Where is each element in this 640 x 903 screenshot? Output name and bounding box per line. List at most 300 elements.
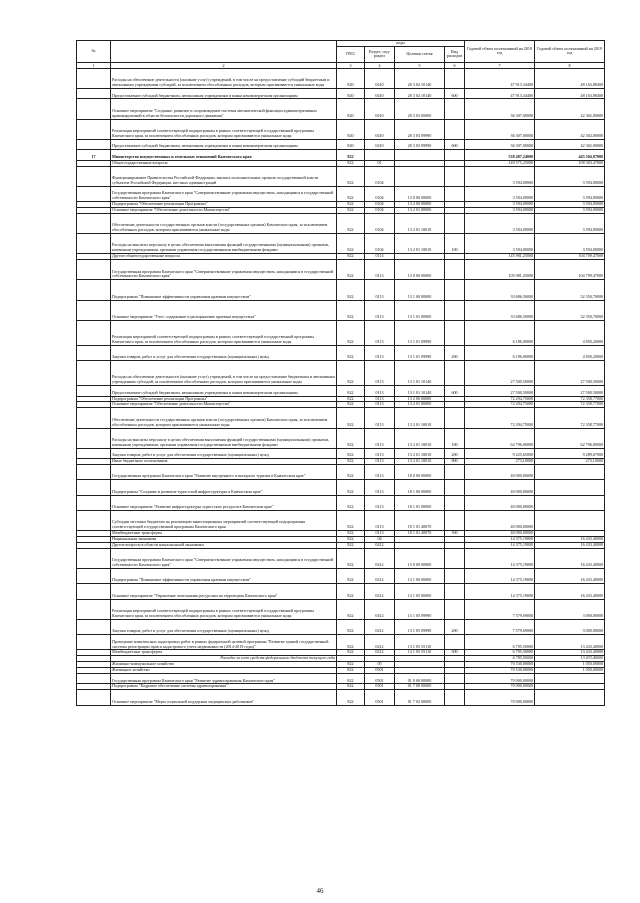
row-amount-2018: 47 913,34400: [465, 89, 535, 99]
row-section-code: 0104: [365, 186, 395, 201]
row-name: Расходы на выплаты персоналу в целях обеспечения выполнения функций государственными (муниципальными) органами, казенными учреждениями, органами управления государственными внебюджетными фондами: [111, 428, 337, 448]
row-target-article: 13 0 00 00000: [395, 548, 445, 568]
row-section-code: 0113: [365, 402, 395, 408]
column-number: 6: [445, 62, 465, 68]
row-grbs-code: 822: [337, 402, 365, 408]
row-amount-2018: 27 500,50000: [465, 386, 535, 396]
row-expense-type: 200: [445, 448, 465, 458]
row-number: [77, 119, 111, 139]
row-amount-2018: 3 594,00000: [465, 213, 535, 233]
row-target-article: 13 2 00 00000: [395, 396, 445, 402]
table-row: [77, 300, 605, 320]
row-target-article: 13 1 00 00000: [395, 569, 445, 584]
row-name: Предоставление субсидий бюджетным, автономным учреждениям и иным некоммерческим организациям: [111, 386, 337, 396]
row-target-article: [395, 150, 445, 160]
row-amount-2019: 1 050,00000: [535, 662, 605, 668]
row-grbs-code: 822: [337, 150, 365, 160]
row-target-article: 13 0 00 00000: [395, 186, 445, 201]
row-grbs-code: 822: [337, 345, 365, 360]
row-section-code: 0104: [365, 213, 395, 233]
row-number: [77, 345, 111, 360]
row-number: [77, 361, 111, 386]
row-name: Основное мероприятие "Создание, развитие и сопровождение системы автоматической фиксации административных правонарушений в области безопасности дорожного движения": [111, 99, 337, 119]
table-row: [77, 480, 605, 495]
row-expense-type: [445, 213, 465, 233]
row-number: [77, 569, 111, 584]
row-amount-2018: 47 913,34400: [465, 68, 535, 88]
row-grbs-code: 822: [337, 300, 365, 320]
row-name: Государственная программа Камчатского края "Совершенствование управления имуществом, находящимся в государственной собственности Камчатского края": [111, 548, 337, 568]
table-row: [77, 68, 605, 88]
row-section-code: [365, 150, 395, 160]
row-target-article: 18 1 01 40070: [395, 510, 445, 530]
row-section-code: 0410: [365, 89, 395, 99]
row-name: Другие общегосударственные вопросы: [111, 254, 337, 260]
table-row: [77, 89, 605, 99]
table-row: [77, 635, 605, 650]
row-section-code: 0113: [365, 396, 395, 402]
column-number: 3: [337, 62, 365, 68]
row-target-article: 13 2 01 10010: [395, 408, 445, 428]
table-row: [77, 320, 605, 345]
row-grbs-code: 822: [337, 320, 365, 345]
row-section-code: 0412: [365, 635, 395, 650]
row-section-code: 0113: [365, 254, 395, 260]
row-amount-2018: 6 186,00000: [465, 320, 535, 345]
row-section-code: 0113: [365, 408, 395, 428]
row-amount-2019: 3 594,00000: [535, 234, 605, 254]
row-expense-type: [445, 300, 465, 320]
row-target-article: 13 1 05 55110: [395, 650, 445, 656]
row-amount-2019: 42 302,00000: [535, 99, 605, 119]
row-name: Субсидии местным бюджетам на реализацию инвестиционных мероприятий соответствующей подпрограммы соответствующей государственной программы Камчатского края: [111, 510, 337, 530]
row-name: Государственная программа Камчатского края "Совершенствование управления имуществом, находящимся в государственной собственности Камчатского края": [111, 260, 337, 280]
row-grbs-code: 822: [337, 690, 365, 705]
row-name: Основное мероприятие "Обеспечение деятельности Министерства": [111, 207, 337, 213]
row-number: [77, 280, 111, 300]
row-grbs-code: 822: [337, 186, 365, 201]
row-name: Подпрограмма "Повышение эффективности управления краевым имуществом": [111, 280, 337, 300]
row-target-article: 13 1 01 09990: [395, 345, 445, 360]
row-amount-2018: 70 000,00000: [465, 690, 535, 705]
row-expense-type: [445, 635, 465, 650]
row-amount-2018: 40 000,00000: [465, 480, 535, 495]
header-expense-type: Вид расходов: [445, 46, 465, 62]
column-number: 7: [465, 62, 535, 68]
row-amount-2018: 9 225,65000: [465, 448, 535, 458]
table-row: [77, 150, 605, 160]
row-amount-2019: 9 289,67000: [535, 448, 605, 458]
row-amount-2019: 3 594,00000: [535, 166, 605, 186]
row-expense-type: [445, 495, 465, 510]
row-amount-2019: 62 796,00000: [535, 428, 605, 448]
row-target-article: 20 3 03 00000: [395, 99, 445, 119]
row-grbs-code: 822: [337, 635, 365, 650]
table-row: [77, 186, 605, 201]
row-name: Расходы на обеспечение деятельности (оказание услуг) учреждений, в том числе на предоставление субсидий бюджетным и автономным учреждениям субсидий, за исключением обособленных расходов, которым присваиваются уникальные коды: [111, 68, 337, 88]
row-target-article: 13 1 05 09990: [395, 599, 445, 619]
row-target-article: 01 7 02 00000: [395, 690, 445, 705]
row-section-code: 0410: [365, 99, 395, 119]
row-amount-2018: 3 594,00000: [465, 186, 535, 201]
row-section-code: 0113: [365, 495, 395, 510]
header-razdel: Раздел, под-раздел: [365, 46, 395, 62]
table-row: [77, 690, 605, 705]
row-number: [77, 510, 111, 530]
table-row: [77, 213, 605, 233]
row-name: Жилищно-коммунальное хозяйство: [111, 662, 337, 668]
row-expense-type: [445, 68, 465, 88]
row-name: Расходы на выплаты персоналу в целях обеспечения выполнения функций государственными (муниципальными) органами, казенными учреждениями, органами управления государственными внебюджетными фондами: [111, 234, 337, 254]
row-grbs-code: 822: [337, 537, 365, 543]
row-amount-2019: 3 594,00000: [535, 207, 605, 213]
column-number: 5: [395, 62, 445, 68]
row-target-article: 20 3 02 10140: [395, 89, 445, 99]
row-grbs-code: 822: [337, 684, 365, 690]
row-amount-2019: [535, 510, 605, 530]
row-number: [77, 619, 111, 634]
row-amount-2019: 4 850,20000: [535, 345, 605, 360]
row-target-article: 18 0 00 00000: [395, 465, 445, 480]
row-number: [77, 635, 111, 650]
header-name: [111, 41, 337, 63]
row-grbs-code: 820: [337, 68, 365, 88]
row-target-article: 13 1 05 55110: [395, 635, 445, 650]
row-amount-2019: [535, 690, 605, 705]
row-amount-2018: 40 000,00000: [465, 495, 535, 510]
row-amount-2018: 70 530,00000: [465, 662, 535, 668]
row-target-article: 13 1 01 00000: [395, 300, 445, 320]
column-number: 2: [111, 62, 337, 68]
row-number: [77, 386, 111, 396]
row-amount-2019: 13 433,40000: [535, 650, 605, 656]
row-amount-2019: 1 050,00000: [535, 668, 605, 674]
row-amount-2019: 13 433,40000: [535, 635, 605, 650]
row-target-article: 13 2 01 10010: [395, 234, 445, 254]
row-name: Государственная программа Камчатского края "Совершенствование управления имуществом, находящимся в государственной собственности Камчатского края": [111, 186, 337, 201]
table-row: [77, 139, 605, 149]
row-amount-2018: 3 594,00000: [465, 166, 535, 186]
table-row: [77, 361, 605, 386]
table-row: [77, 386, 605, 396]
row-grbs-code: 822: [337, 260, 365, 280]
table-row: [77, 674, 605, 684]
row-number: [77, 166, 111, 186]
row-target-article: 13 2 01 00000: [395, 207, 445, 213]
row-amount-2018: 33 686,50000: [465, 280, 535, 300]
row-target-article: 20 3 03 09990: [395, 119, 445, 139]
row-section-code: 0104: [365, 234, 395, 254]
row-name: Жилищное хозяйство: [111, 668, 337, 674]
row-section-code: 0113: [365, 448, 395, 458]
row-section-code: 0501: [365, 690, 395, 705]
row-section-code: 0113: [365, 260, 395, 280]
row-target-article: 13 1 01 10140: [395, 361, 445, 386]
row-number: [77, 448, 111, 458]
row-grbs-code: 822: [337, 207, 365, 213]
row-name: Реализация мероприятий соответствующей подпрограммы в рамках соответствующей государственной программы Камчатского края, за исключением обособленных расходов, которым присваиваются уникальные коды: [111, 320, 337, 345]
row-number: [77, 320, 111, 345]
row-grbs-code: 822: [337, 280, 365, 300]
budget-table: [76, 40, 605, 706]
row-grbs-code: 822: [337, 548, 365, 568]
row-amount-2018: 273,10000: [465, 459, 535, 465]
row-amount-2018: 27 500,50000: [465, 361, 535, 386]
column-number: 1: [77, 62, 111, 68]
row-amount-2019: 16 433,40000: [535, 584, 605, 599]
row-section-code: 0501: [365, 674, 395, 684]
row-amount-2018: 14 375,19000: [465, 542, 535, 548]
row-number: [77, 690, 111, 705]
row-grbs-code: 822: [337, 510, 365, 530]
row-amount-2019: 48 163,88400: [535, 68, 605, 88]
row-target-article: 20 3 02 10140: [395, 68, 445, 88]
row-amount-2018: 7 579,69000: [465, 599, 535, 619]
row-section-code: 0501: [365, 668, 395, 674]
row-grbs-code: 820: [337, 89, 365, 99]
row-expense-type: 100: [445, 428, 465, 448]
row-amount-2019: 104 709,47000: [535, 254, 605, 260]
row-grbs-code: 820: [337, 139, 365, 149]
row-name: Межбюджетные трансферты: [111, 650, 337, 656]
row-amount-2018: 72 294,75000: [465, 408, 535, 428]
row-amount-2019: 16 433,40000: [535, 569, 605, 584]
row-amount-2019: 3 594,00000: [535, 213, 605, 233]
row-amount-2019: 42 302,00000: [535, 119, 605, 139]
row-target-article: 01 0 00 00000: [395, 674, 445, 684]
row-name: Расходы за счет средств федерального бюджета текущего года: [111, 656, 337, 662]
row-number: [77, 584, 111, 599]
row-section-code: 0412: [365, 584, 395, 599]
row-grbs-code: 822: [337, 160, 365, 166]
row-amount-2018: 14 375,19000: [465, 584, 535, 599]
row-name: Предоставление субсидий бюджетным, автономным учреждениям и иным некоммерческим организациям: [111, 139, 337, 149]
row-expense-type: 600: [445, 386, 465, 396]
row-number: [77, 408, 111, 428]
table-row: [77, 599, 605, 619]
row-number: [77, 599, 111, 619]
row-amount-2018: 70 000,00000: [465, 674, 535, 684]
row-section-code: 0104: [365, 202, 395, 208]
row-grbs-code: 822: [337, 213, 365, 233]
row-amount-2019: 13 433,40000: [535, 656, 605, 662]
row-amount-2019: 3 000,00000: [535, 599, 605, 619]
row-name: Основное мероприятие "Меры социальной поддержки медицинских работников": [111, 690, 337, 705]
row-grbs-code: 822: [337, 495, 365, 510]
row-number: [77, 99, 111, 119]
row-amount-2019: 32 350,70000: [535, 280, 605, 300]
row-target-article: 13 2 01 10010: [395, 428, 445, 448]
row-section-code: 0412: [365, 542, 395, 548]
row-target-article: 13 2 01 00000: [395, 402, 445, 408]
row-section-code: 05: [365, 662, 395, 668]
row-grbs-code: 820: [337, 99, 365, 119]
row-grbs-code: 822: [337, 674, 365, 684]
row-grbs-code: 822: [337, 396, 365, 402]
row-number: [77, 495, 111, 510]
table-row: [77, 569, 605, 584]
row-expense-type: [445, 584, 465, 599]
row-expense-type: [445, 119, 465, 139]
row-expense-type: [445, 510, 465, 530]
row-amount-2018: 14 375,19000: [465, 569, 535, 584]
row-expense-type: 600: [445, 139, 465, 149]
row-amount-2019: 16 433,40000: [535, 537, 605, 543]
row-target-article: 13 2 01 10010: [395, 213, 445, 233]
row-grbs-code: 822: [337, 599, 365, 619]
row-name: Подпрограмма "Обеспечение реализации Программы": [111, 202, 337, 208]
row-amount-2019: 27 500,50000: [535, 386, 605, 396]
row-section-code: 0113: [365, 386, 395, 396]
row-section-code: 0113: [365, 361, 395, 386]
row-amount-2019: [535, 674, 605, 684]
row-section-code: 0501: [365, 684, 395, 690]
table-row: [77, 448, 605, 458]
row-grbs-code: 822: [337, 234, 365, 254]
row-target-article: 13 2 01 10010: [395, 459, 445, 465]
row-section-code: 0113: [365, 280, 395, 300]
row-name: Расходы на обеспечение деятельности (оказание услуг) учреждений, в том числе на предоставление бюджетным и автономным учреждениям субсидий, за исключением обособленных расходов, которым присваиваются уникальные коды: [111, 361, 337, 386]
row-number: [77, 213, 111, 233]
row-section-code: 0410: [365, 139, 395, 149]
row-name: Другие вопросы в области национальной экономики: [111, 542, 337, 548]
row-amount-2019: [535, 495, 605, 510]
table-row: [77, 548, 605, 568]
row-target-article: 13 1 00 00000: [395, 280, 445, 300]
row-section-code: 0412: [365, 548, 395, 568]
row-section-code: 0412: [365, 619, 395, 634]
row-grbs-code: 822: [337, 386, 365, 396]
row-grbs-code: 822: [337, 668, 365, 674]
table-row: [77, 495, 605, 510]
row-name: Государственная программа Камчатского края "Развитие внутреннего и въездного туризма в Камчатском крае": [111, 465, 337, 480]
row-amount-2018: 105 981,25000: [465, 260, 535, 280]
row-target-article: [395, 166, 445, 186]
row-target-article: 13 1 01 10140: [395, 386, 445, 396]
row-number: [77, 186, 111, 201]
column-number: 8: [535, 62, 605, 68]
row-amount-2018: 538 487,24000: [465, 150, 535, 160]
row-target-article: 13 1 05 09990: [395, 619, 445, 634]
row-expense-type: [445, 599, 465, 619]
header-year-2019: Годовой объем ассигнований на 2019 год: [535, 41, 605, 63]
row-section-code: 0113: [365, 320, 395, 345]
row-grbs-code: 822: [337, 459, 365, 465]
row-expense-type: [445, 674, 465, 684]
row-section-code: 04: [365, 537, 395, 543]
row-expense-type: 200: [445, 345, 465, 360]
header-number: №: [77, 41, 111, 63]
row-name: Основное мероприятие "Учет, содержание и распоряжение краевым имуществом": [111, 300, 337, 320]
row-section-code: 0113: [365, 480, 395, 495]
row-amount-2018: 6 795,50000: [465, 656, 535, 662]
row-name: Подпрограмма "Повышение эффективности управления краевым имуществом": [111, 569, 337, 584]
row-amount-2019: 72 358,77000: [535, 396, 605, 402]
row-expense-type: [445, 166, 465, 186]
row-name: Иные бюджетные ассигнования: [111, 459, 337, 465]
row-amount-2019: [535, 465, 605, 480]
row-amount-2018: 33 686,50000: [465, 300, 535, 320]
row-name: Обеспечение деятельности государственных органов власти (государственных органов) Камчатского края, за исключением обособленных расходов, которым присваиваются уникальные коды: [111, 213, 337, 233]
row-name: Основное мероприятие "Обеспечение деятельности Министерства": [111, 402, 337, 408]
row-amount-2018: 7 579,69000: [465, 619, 535, 634]
row-grbs-code: 822: [337, 408, 365, 428]
row-expense-type: [445, 280, 465, 300]
row-expense-type: [445, 480, 465, 495]
row-name: Национальная экономика: [111, 537, 337, 543]
row-expense-type: [445, 186, 465, 201]
table-row: [77, 510, 605, 530]
row-grbs-code: 822: [337, 480, 365, 495]
row-section-code: 0113: [365, 510, 395, 530]
row-name: Закупка товаров, работ и услуг для обеспечения государственных (муниципальных) нужд: [111, 619, 337, 634]
row-name: Основное мероприятие "Управление земельными ресурсами на территории Камчатского края": [111, 584, 337, 599]
page-number: 46: [316, 887, 324, 895]
row-grbs-code: 822: [337, 662, 365, 668]
table-row: [77, 280, 605, 300]
row-section-code: 0412: [365, 599, 395, 619]
row-target-article: 18 1 01 00000: [395, 495, 445, 510]
row-section-code: 0410: [365, 119, 395, 139]
row-expense-type: 100: [445, 234, 465, 254]
row-expense-type: 500: [445, 531, 465, 537]
row-expense-type: [445, 690, 465, 705]
row-name: Закупка товаров, работ и услуг для обеспечения государственных (муниципальных) нужд: [111, 448, 337, 458]
row-amount-2018: 72 294,75000: [465, 402, 535, 408]
row-expense-type: [445, 569, 465, 584]
row-grbs-code: 822: [337, 542, 365, 548]
row-name: Подпрограмма "Кадровое обеспечение системы здравоохранения": [111, 684, 337, 690]
row-amount-2019: 3 000,00000: [535, 619, 605, 634]
row-number: [77, 428, 111, 448]
table-row: [77, 99, 605, 119]
table-row: [77, 465, 605, 480]
row-section-code: 0113: [365, 465, 395, 480]
row-amount-2018: 70 530,00000: [465, 668, 535, 674]
row-name: Реализация мероприятий соответствующей подпрограммы в рамках соответствующей государственной программы Камчатского края, за исключением обособленных расходов, которым присваиваются уникальные коды: [111, 599, 337, 619]
row-name: Подпрограмма "Обеспечение реализации Программы": [111, 396, 337, 402]
row-expense-type: [445, 150, 465, 160]
row-amount-2019: 16 433,40000: [535, 542, 605, 548]
row-name: Общегосударственные вопросы: [111, 160, 337, 166]
row-section-code: 0113: [365, 345, 395, 360]
row-amount-2019: 104 709,47000: [535, 260, 605, 280]
row-section-code: 01: [365, 160, 395, 166]
row-name: Реализация мероприятий соответствующей подпрограммы в рамках соответствующей государственной программы Камчатского края, за исключением обособленных расходов, которым присваиваются уникальные коды: [111, 119, 337, 139]
row-amount-2019: 273,10000: [535, 459, 605, 465]
row-section-code: 0104: [365, 207, 395, 213]
row-number: 17: [77, 150, 111, 160]
row-amount-2018: 14 375,19000: [465, 537, 535, 543]
row-name: Функционирование Правительства Российской Федерации, высших исполнительных органов государственной власти субъектов Российской Федерации, местных администраций: [111, 166, 337, 186]
row-section-code: 0113: [365, 428, 395, 448]
row-number: [77, 465, 111, 480]
row-expense-type: [445, 320, 465, 345]
row-amount-2019: 48 163,88400: [535, 89, 605, 99]
row-number: [77, 68, 111, 88]
row-amount-2018: 72 294,75000: [465, 396, 535, 402]
row-amount-2019: 42 302,00000: [535, 139, 605, 149]
row-amount-2019: 27 500,50000: [535, 361, 605, 386]
row-target-article: 13 1 01 09990: [395, 320, 445, 345]
row-grbs-code: 820: [337, 119, 365, 139]
row-expense-type: [445, 548, 465, 568]
row-grbs-code: 822: [337, 650, 365, 656]
row-amount-2019: 72 358,77000: [535, 402, 605, 408]
row-grbs-code: 822: [337, 531, 365, 537]
row-section-code: 0412: [365, 650, 395, 656]
row-number: [77, 89, 111, 99]
